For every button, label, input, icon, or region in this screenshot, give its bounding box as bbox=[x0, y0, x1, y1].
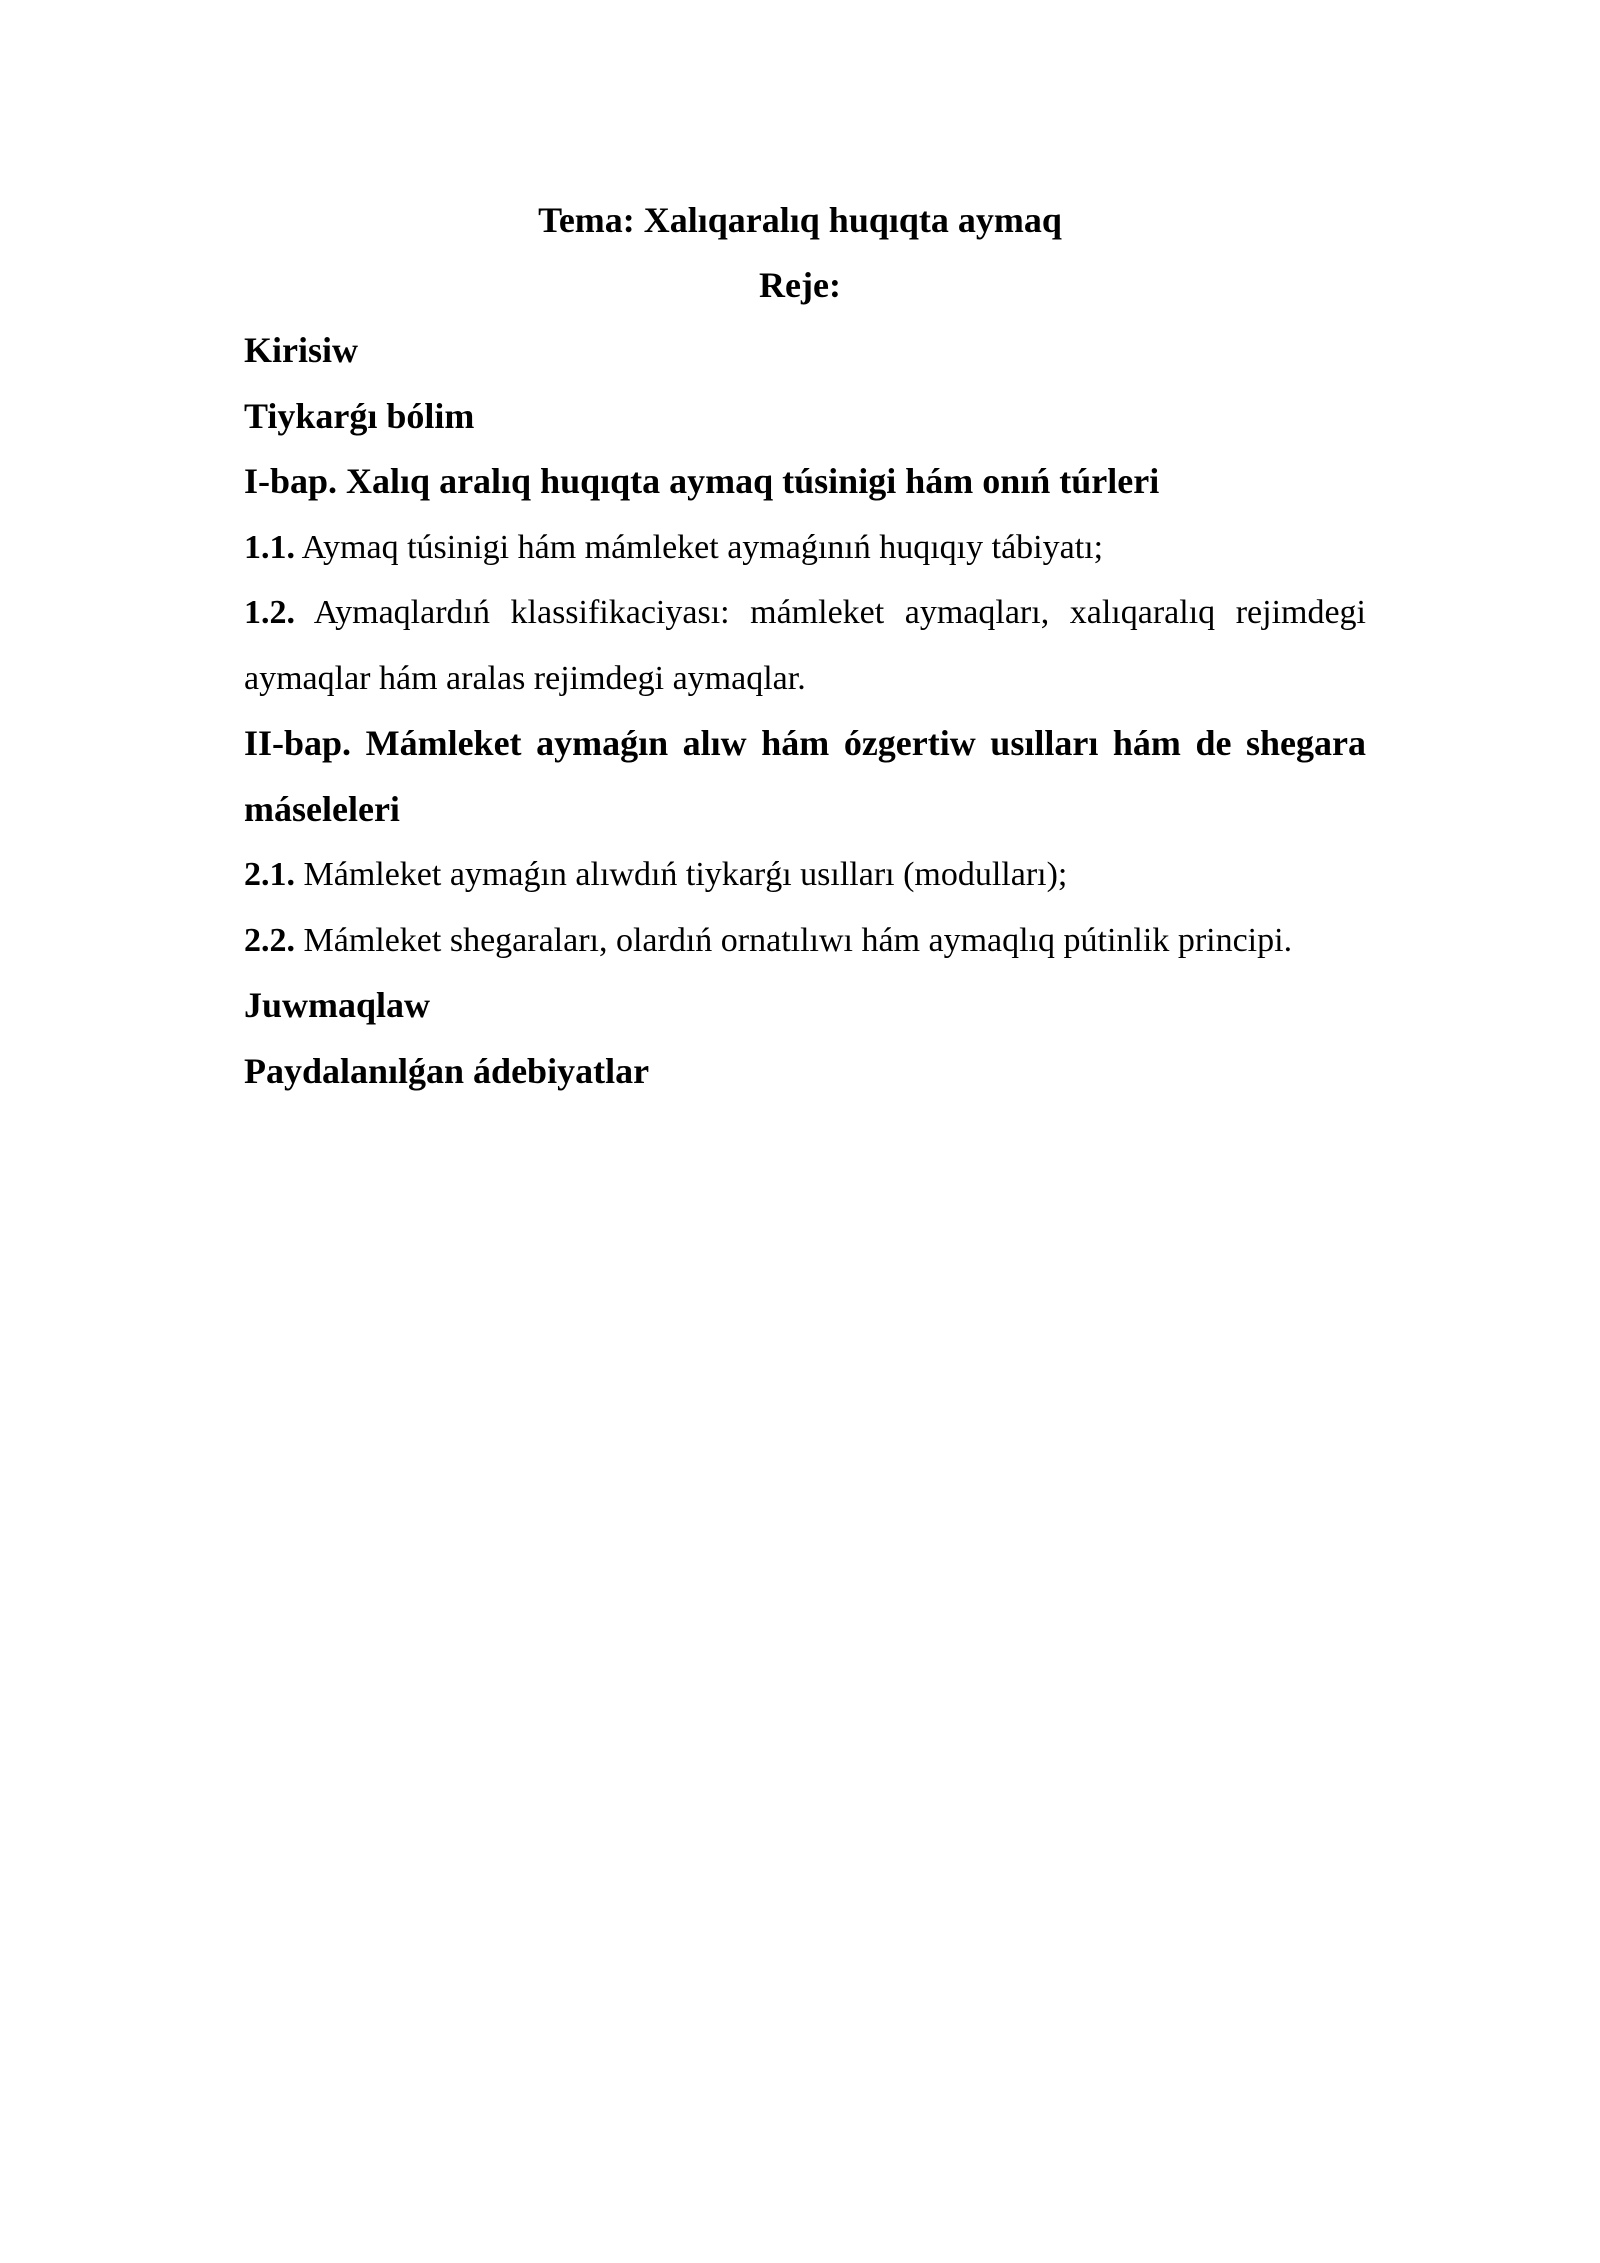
outline-conclusion: Juwmaqlaw bbox=[244, 985, 431, 1025]
item-text: Mámleket shegaraları, olardıń ornatılıwı hám aymaqlıq pútinlik principi. bbox=[303, 921, 1293, 959]
outline-item-2-1 bbox=[244, 842, 1366, 908]
item-number: 1.1. bbox=[244, 528, 295, 566]
chapter-1-heading: I-bap. Xalıq aralıq huqıqta aymaq túsinigi hám onıń túrleri bbox=[244, 461, 1160, 501]
outline-item-1-1 bbox=[244, 515, 1366, 581]
outline-references: Paydalanılǵan ádebiyatlar bbox=[244, 1050, 650, 1091]
plan-heading: Reje: bbox=[759, 265, 841, 305]
item-text: Mámleket aymaǵın alıwdıń tiykarǵı usılları (modulları); bbox=[303, 856, 1068, 893]
item-number: 2.1. bbox=[244, 856, 295, 893]
outline-item-1-2 bbox=[244, 580, 1366, 711]
item-number: 2.2. bbox=[244, 921, 295, 959]
outline-intro: Kirisiw bbox=[244, 330, 358, 370]
outline-main-part: Tiykarǵı bólim bbox=[244, 395, 475, 436]
document-title: Tema: Xalıqaralıq huqıqta aymaq bbox=[538, 200, 1062, 240]
item-text: Aymaq túsinigi hám mámleket aymaǵınıń huqıqıy tábiyatı; bbox=[301, 528, 1104, 566]
plan-outline bbox=[244, 318, 1366, 1104]
item-text: Aymaqlardıń klassifikaciyası: mámleket aymaqları, xalıqaralıq rejimdegi aymaqlar hám aralas rejimdegi aymaqlar. bbox=[244, 594, 1366, 697]
chapter-2-heading: II-bap. Mámleket aymaǵın alıw hám ózgertiw usılları hám de shegara máseleleri bbox=[244, 723, 1366, 829]
item-number: 1.2. bbox=[244, 594, 295, 631]
outline-item-2-2 bbox=[244, 908, 1366, 974]
